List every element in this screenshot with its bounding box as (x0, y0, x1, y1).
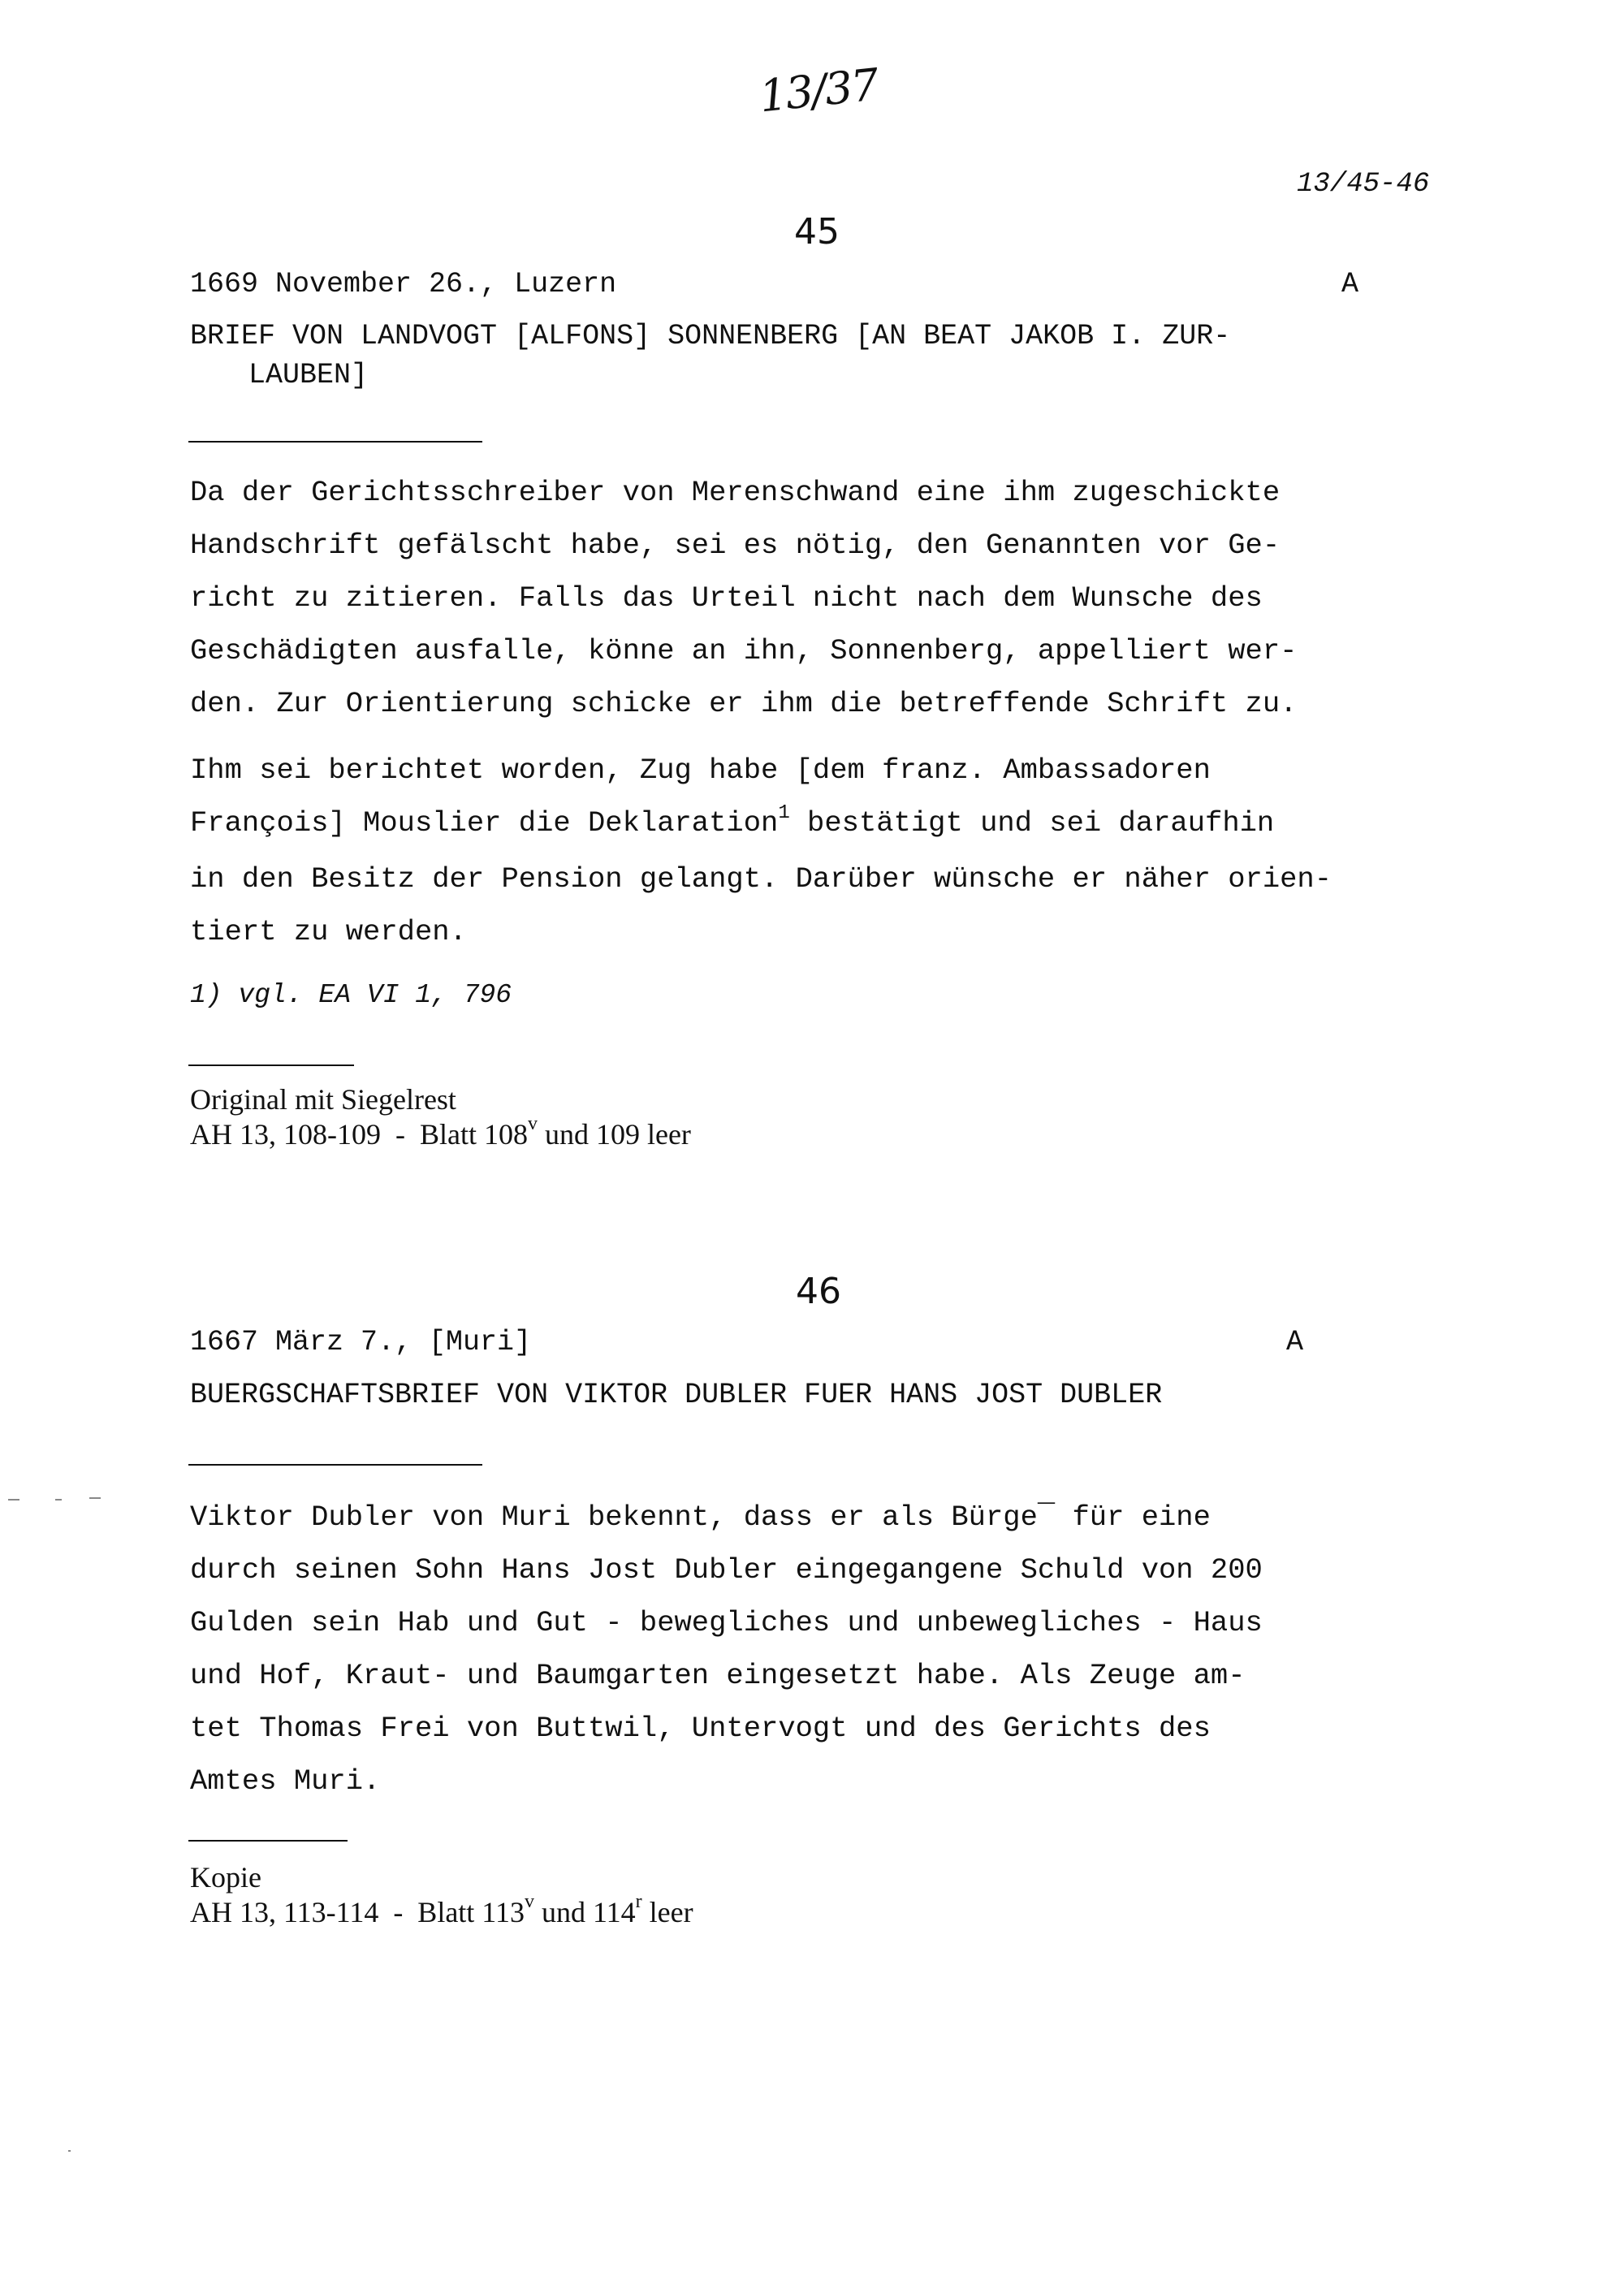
entry-title-line: BRIEF VON LANDVOGT [ALFONS] SONNENBERG [AN BEAT JAKOB I. ZUR- (190, 320, 1231, 352)
section-divider (188, 1464, 482, 1466)
source-line: Kopie (190, 1861, 261, 1894)
handwritten-page-number: 13/37 (757, 58, 880, 123)
summary-line: Viktor Dubler von Muri bekennt, dass er als Bürge¯ für eine (190, 1501, 1211, 1534)
summary-line: François] Mouslier die Deklaration$^1$ bestätigt und sei daraufhin (190, 802, 1275, 840)
source-line: AH 13, 113-114 - Blatt 113$^v$ und 114$^r$ leer (190, 1891, 693, 1928)
summary-line: richt zu zitieren. Falls das Urteil nicht nach dem Wunsche des (190, 581, 1263, 615)
summary-paragraph (190, 1491, 1263, 1807)
entry-title-line: LAUBEN] (248, 359, 369, 391)
summary-line: durch seinen Sohn Hans Jost Dubler eingegangene Schuld von 200 (190, 1553, 1263, 1587)
footnote-marker: 1 (778, 802, 790, 824)
scan-speck (89, 1497, 101, 1499)
entry-date-place: 1667 März 7., [Muri] (190, 1326, 532, 1358)
summary-line: in den Besitz der Pension gelangt. Darüber wünsche er näher orien- (190, 862, 1332, 896)
source-line: Original mit Siegelrest (190, 1083, 456, 1116)
section-divider (188, 1840, 348, 1842)
entry-type-letter: A (1286, 1326, 1304, 1358)
entry-number: 45 (794, 211, 840, 253)
summary-line: tiert zu werden. (190, 915, 467, 948)
summary-line: Da der Gerichtsschreiber von Merenschwand eine ihm zugeschickte (190, 476, 1281, 509)
source-line: AH 13, 108-109 - Blatt 108$^v$ und 109 leer (190, 1113, 691, 1151)
summary-paragraph (190, 466, 1297, 730)
scan-speck (55, 1499, 62, 1501)
scan-speck (68, 2150, 71, 2152)
entry-date-place: 1669 November 26., Luzern (190, 268, 617, 300)
summary-line: Gulden sein Hab und Gut - bewegliches und unbewegliches - Haus (190, 1606, 1263, 1639)
source-note (190, 1082, 691, 1156)
summary-line: tet Thomas Frei von Buttwil, Untervogt und des Gerichts des (190, 1712, 1211, 1745)
entry-type-letter: A (1341, 268, 1359, 300)
summary-line: Amtes Muri. (190, 1764, 381, 1798)
footnote: 1) vgl. EA VI 1, 796 (190, 980, 512, 1010)
summary-paragraph (190, 744, 1332, 958)
entry-title-line: BUERGSCHAFTSBRIEF VON VIKTOR DUBLER FUER HANS JOST DUBLER (190, 1379, 1163, 1411)
section-divider (188, 441, 482, 443)
section-divider (188, 1064, 354, 1066)
summary-line: und Hof, Kraut- und Baumgarten eingesetzt habe. Als Zeuge am- (190, 1659, 1246, 1692)
source-note (190, 1860, 693, 1934)
summary-line: den. Zur Orientierung schicke er ihm die betreffende Schrift zu. (190, 687, 1298, 720)
summary-line: Geschädigten ausfalle, könne an ihn, Sonnenberg, appelliert wer- (190, 634, 1298, 667)
reference-number: 13/45-46 (1297, 169, 1430, 200)
summary-line: Handschrift gefälscht habe, sei es nötig, den Genannten vor Ge- (190, 529, 1281, 562)
entry-number: 46 (796, 1271, 841, 1312)
summary-line: Ihm sei berichtet worden, Zug habe [dem franz. Ambassadoren (190, 754, 1211, 787)
scan-speck (8, 1499, 19, 1501)
